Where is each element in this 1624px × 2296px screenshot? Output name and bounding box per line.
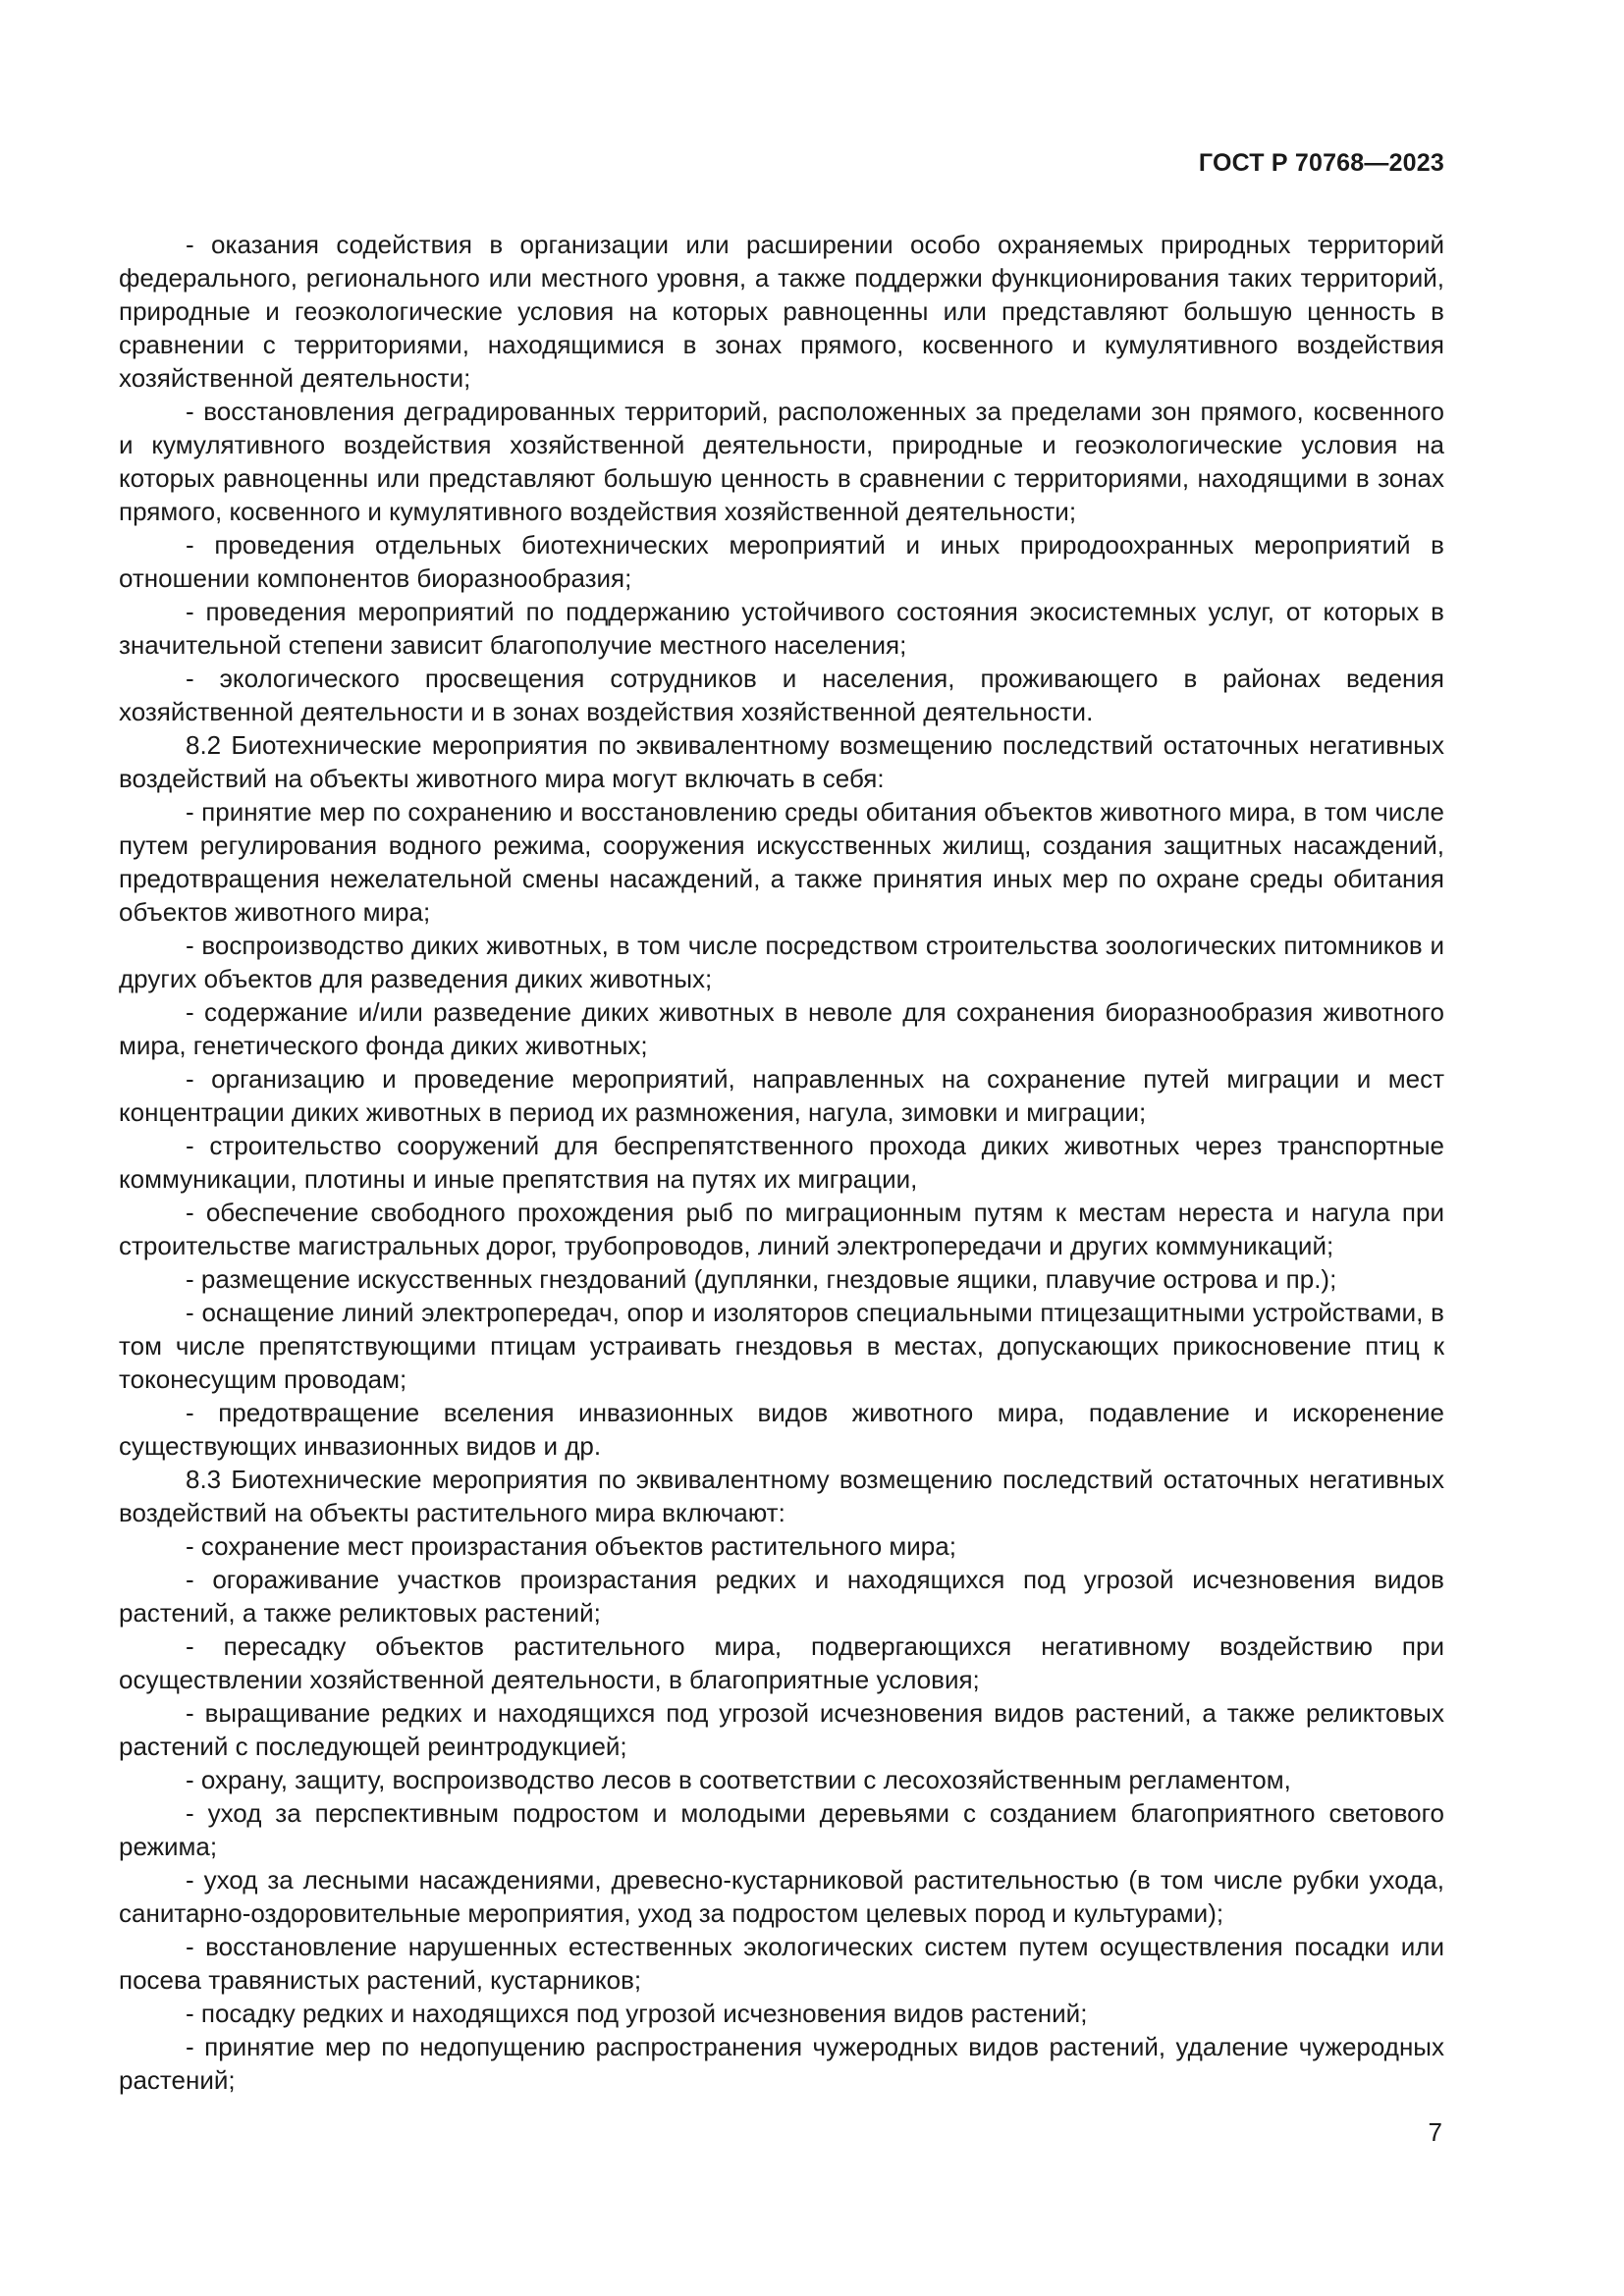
paragraph: - пересадку объектов растительного мира, подвергающихся негативному воздействию при осуществлении хозяйственной деятельности, в благоприятные условия; bbox=[119, 1631, 1444, 1694]
paragraph: - уход за лесными насаждениями, древесно-кустарниковой растительностью (в том числе рубки ухода, санитарно-оздоровительные мероприятия, уход за подростом целевых пород и культурами); bbox=[119, 1865, 1444, 1928]
paragraph: - организацию и проведение мероприятий, направленных на сохранение путей миграции и мест концентрации диких животных в период их размножения, нагула, зимовки и миграции; bbox=[119, 1064, 1444, 1127]
paragraph: - экологического просвещения сотрудников и населения, проживающего в районах ведения хозяйственной деятельности и в зонах воздействия хозяйственной деятельности. bbox=[119, 664, 1444, 726]
section-8-3-paragraph: 8.3 Биотехнические мероприятия по эквивалентному возмещению последствий остаточных негативных воздействий на объекты растительного мира включают: bbox=[119, 1465, 1444, 1527]
paragraph: - восстановление нарушенных естественных экологических систем путем осуществления посадки или посева травянистых растений, кустарников; bbox=[119, 1932, 1444, 1995]
page-number: 7 bbox=[1428, 2117, 1442, 2147]
paragraph: - сохранение мест произрастания объектов растительного мира; bbox=[186, 1531, 956, 1561]
paragraph: - содержание и/или разведение диких животных в неволе для сохранения биоразнообразия животного мира, генетического фонда диких животных; bbox=[119, 997, 1444, 1060]
paragraph: - уход за перспективным подростом и молодыми деревьями с созданием благоприятного светового режима; bbox=[119, 1798, 1444, 1861]
paragraph: - охрану, защиту, воспроизводство лесов в соответствии с лесохозяйственным регламентом, bbox=[186, 1765, 1291, 1794]
paragraph: - предотвращение вселения инвазионных видов животного мира, подавление и искоренение существующих инвазионных видов и др. bbox=[119, 1398, 1444, 1461]
paragraph: - проведения отдельных биотехнических мероприятий и иных природоохранных мероприятий в отношении компонентов биоразнообразия; bbox=[119, 530, 1444, 593]
paragraph: - восстановления деградированных территорий, расположенных за пределами зон прямого, косвенного и кумулятивного воздействия хозяйственной деятельности, природные и геоэкологические условия на которых равноценны или представляют большую ценность в сравнении с территориями, находящими в зонах прямого, косвенного и кумулятивного воздействия хозяйственной деятельности; bbox=[119, 397, 1444, 526]
paragraph: - посадку редких и находящихся под угрозой исчезновения видов растений; bbox=[186, 1999, 1088, 2028]
paragraph: - огораживание участков произрастания редких и находящихся под угрозой исчезновения видов растений, а также реликтовых растений; bbox=[119, 1565, 1444, 1628]
section-8-2-paragraph: 8.2 Биотехнические мероприятия по эквивалентному возмещению последствий остаточных негативных воздействий на объекты животного мира могут включать в себя: bbox=[119, 730, 1444, 793]
paragraph: - проведения мероприятий по поддержанию устойчивого состояния экосистемных услуг, от которых в значительной степени зависит благополучие местного населения; bbox=[119, 597, 1444, 660]
paragraph: - оснащение линий электропередач, опор и изоляторов специальными птицезащитными устройствами, в том числе препятствующими птицам устраивать гнездовья в местах, допускающих прикосновение птиц к токонесущим проводам; bbox=[119, 1298, 1444, 1394]
paragraph: - принятие мер по недопущению распространения чужеродных видов растений, удаление чужеродных растений; bbox=[119, 2032, 1444, 2095]
paragraph: - принятие мер по сохранению и восстановлению среды обитания объектов животного мира, в том числе путем регулирования водного режима, сооружения искусственных жилищ, создания защитных насаждений, предотвращения нежелательной смены насаждений, а также принятия иных мер по охране среды обитания объектов животного мира; bbox=[119, 797, 1444, 927]
paragraph: - оказания содействия в организации или расширении особо охраняемых природных территорий федерального, регионального или местного уровня, а также поддержки функционирования таких территорий, природные и геоэкологические условия на которых равноценны или представляют большую ценность в сравнении с территориями, находящимися в зонах прямого, косвенного и кумулятивного воздействия хозяйственной деятельности; bbox=[119, 230, 1444, 393]
document-code-header: ГОСТ Р 70768—2023 bbox=[1198, 149, 1444, 177]
document-body bbox=[119, 228, 1444, 2097]
paragraph: - строительство сооружений для беспрепятственного прохода диких животных через транспортные коммуникации, плотины и иные препятствия на путях их миграции, bbox=[119, 1131, 1444, 1194]
paragraph: - выращивание редких и находящихся под угрозой исчезновения видов растений, а также реликтовых растений с последующей реинтродукцией; bbox=[119, 1698, 1444, 1761]
paragraph: - обеспечение свободного прохождения рыб по миграционным путям к местам нереста и нагула при строительстве магистральных дорог, трубопроводов, линий электропередачи и других коммуникаций; bbox=[119, 1198, 1444, 1260]
paragraph: - размещение искусственных гнездований (дуплянки, гнездовые ящики, плавучие острова и пр.); bbox=[186, 1264, 1337, 1294]
paragraph: - воспроизводство диких животных, в том числе посредством строительства зоологических питомников и других объектов для разведения диких животных; bbox=[119, 931, 1444, 993]
